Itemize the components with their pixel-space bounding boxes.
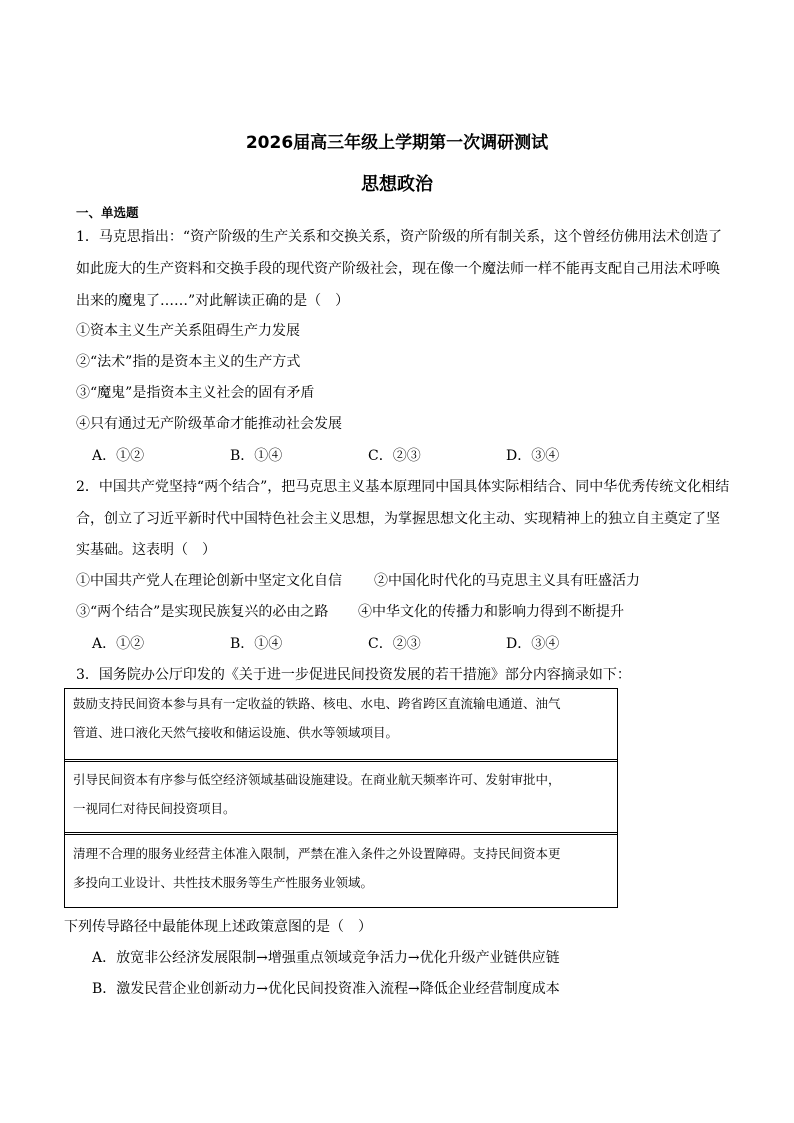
q1-stem-line: 1．马克思指出：“资产阶级的生产关系和交换关系，资产阶级的所有制关系，这个曾经仿佛用法术创造了 <box>76 229 723 245</box>
q2-stem-line: 实基础。这表明（ ） <box>76 542 216 558</box>
q2-options <box>92 635 644 653</box>
q2-statement: ②中国化时代化的马克思主义具有旺盛活力 <box>374 573 640 589</box>
q1-option-d[interactable]: D．③④ <box>506 448 560 464</box>
q2-statement: ①中国共产党人在理论创新中坚定文化自信 <box>76 573 342 589</box>
excerpt-line: 清理不合理的服务业经营主体准入限制，严禁在准入条件之外设置障碍。支持民间资本更 <box>73 846 561 861</box>
q1-option-a[interactable]: A．①② <box>92 448 145 464</box>
q2-statement: ④中华文化的传播力和影响力得到不断提升 <box>358 604 624 620</box>
q3-option-b[interactable]: B．激发民营企业创新动力→优化民间投资准入流程→降低企业经营制度成本 <box>92 981 560 997</box>
q1-statement: ③“魔鬼”是指资本主义社会的固有矛盾 <box>76 385 315 401</box>
q2-option-d[interactable]: D．③④ <box>506 636 560 652</box>
q1-statement: ①资本主义生产关系阻碍生产力发展 <box>76 323 300 339</box>
excerpt-line: 引导民间资本有序参与低空经济领域基础设施建设。在商业航天频率许可、发射审批中， <box>73 772 561 787</box>
q2-option-b[interactable]: B．①④ <box>230 636 283 652</box>
excerpt-line: 多投向工业设计、共性技术服务等生产性服务业领域。 <box>73 875 374 890</box>
exam-title: 2026届高三年级上学期第一次调研测试 <box>245 133 549 153</box>
q1-statement: ②“法术”指的是资本主义的生产方式 <box>76 354 301 370</box>
q3-question: 下列传导路径中最能体现上述政策意图的是（ ） <box>64 919 372 935</box>
q2-option-a[interactable]: A．①② <box>92 636 145 652</box>
excerpt-divider <box>65 832 617 835</box>
q2-option-c[interactable]: C．②③ <box>368 636 421 652</box>
excerpt-paragraph <box>65 765 617 823</box>
subject-title: 思想政治 <box>361 174 433 195</box>
q1-option-b[interactable]: B．①④ <box>230 448 283 464</box>
section-heading: 一、单选题 <box>76 205 139 220</box>
excerpt-paragraph <box>65 689 617 747</box>
policy-excerpt-box <box>64 688 618 908</box>
excerpt-divider <box>65 759 617 762</box>
q1-option-c[interactable]: C．②③ <box>368 448 421 464</box>
excerpt-line: 一视同仁对待民间投资项目。 <box>73 801 236 816</box>
excerpt-paragraph <box>65 839 617 897</box>
q2-statement: ③“两个结合”是实现民族复兴的必由之路 <box>76 604 329 620</box>
excerpt-line: 鼓励支持民间资本参与具有一定收益的铁路、核电、水电、跨省跨区直流输电通道、油气 <box>73 696 561 711</box>
q2-stem-line: 2．中国共产党坚持“两个结合”，把马克思主义基本原理同中国具体实际相结合、同中华优秀传统文化相结 <box>76 479 730 495</box>
q2-stem-line: 合，创立了习近平新时代中国特色社会主义思想，为掌握思想文化主动、实现精神上的独立自主奠定了坚 <box>76 511 720 527</box>
q1-stem-line: 出来的魔鬼了……”对此解读正确的是（ ） <box>76 293 350 309</box>
q3-option-a[interactable]: A．放宽非公经济发展限制→增强重点领域竞争活力→优化升级产业链供应链 <box>92 950 560 966</box>
q3-stem-line: 3．国务院办公厅印发的《关于进一步促进民间投资发展的若干措施》部分内容摘录如下： <box>76 667 631 683</box>
q1-statement: ④只有通过无产阶级革命才能推动社会发展 <box>76 416 342 432</box>
q1-options <box>92 447 644 465</box>
q1-stem-line: 如此庞大的生产资料和交换手段的现代资产阶级社会，现在像一个魔法师一样不能再支配自己用法术呼唤 <box>76 261 720 277</box>
excerpt-line: 管道、进口液化天然气接收和储运设施、供水等领域项目。 <box>73 725 399 740</box>
